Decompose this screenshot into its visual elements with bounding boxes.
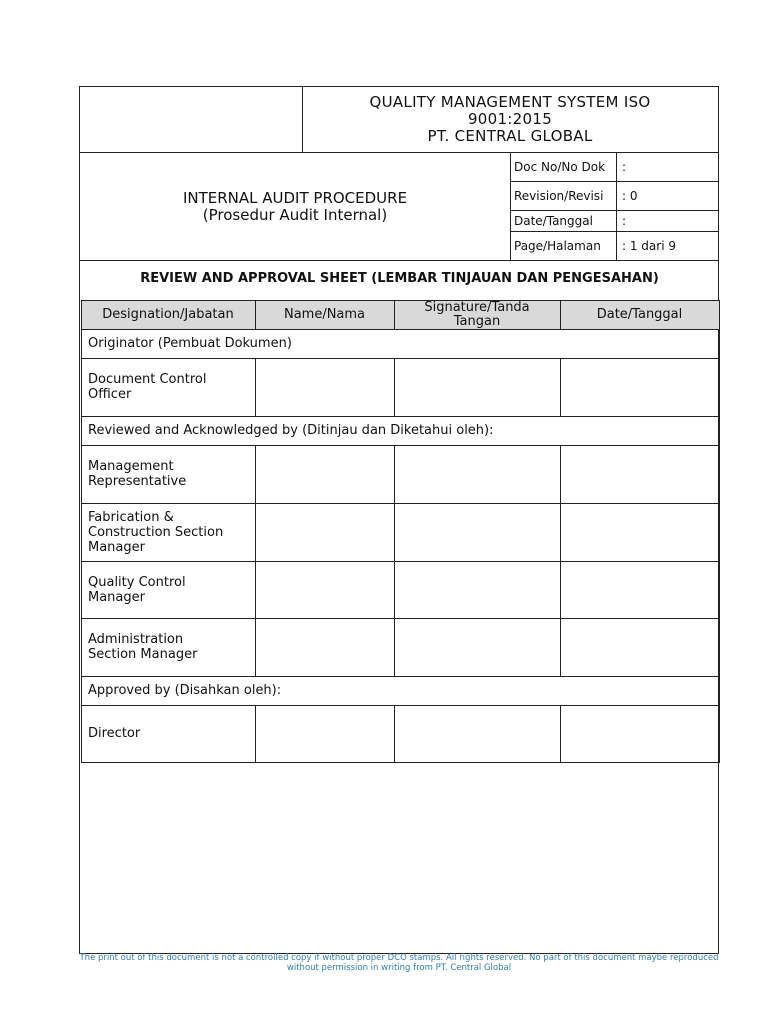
col-signature: Signature/Tanda Tangan (424, 299, 530, 329)
company-name: PT. CENTRAL GLOBAL (427, 127, 593, 145)
page-value: : 1 dari 9 (622, 239, 676, 253)
section-reviewed: Reviewed and Acknowledged by (Ditinjau dan Diketahui oleh): (88, 423, 494, 438)
date-label: Date/Tanggal (514, 214, 593, 228)
section-approved: Approved by (Disahkan oleh): (88, 683, 282, 698)
col-designation: Designation/Jabatan (102, 307, 234, 322)
date-value: : (622, 214, 627, 228)
designation-director: Director (88, 726, 141, 741)
divider (719, 300, 720, 763)
designation-document-control-officer: Document Control Officer (88, 372, 207, 402)
designation-fabrication-manager: Fabrication & Construction Section Manager (88, 509, 224, 555)
divider (560, 705, 561, 763)
divider (81, 300, 82, 763)
divider (560, 358, 561, 416)
system-title: QUALITY MANAGEMENT SYSTEM ISO (369, 93, 651, 111)
divider (81, 762, 719, 763)
divider (255, 358, 256, 416)
doc-no-value: : (622, 160, 627, 174)
divider (255, 705, 256, 763)
divider (616, 152, 617, 260)
designation-quality-control-manager: Quality Control Manager (88, 574, 186, 605)
doc-title: INTERNAL AUDIT PROCEDURE (182, 188, 408, 207)
sheet-title: REVIEW AND APPROVAL SHEET (LEMBAR TINJAUAN DAN PENGESAHAN) (140, 270, 659, 286)
revision-label: Revision/Revisi (514, 189, 604, 203)
divider (394, 358, 395, 416)
section-originator: Originator (Pembuat Dokumen) (88, 336, 292, 351)
system-standard: 9001:2015 (467, 110, 553, 128)
doc-title-alt: (Prosedur Audit Internal) (202, 205, 388, 224)
revision-value: : 0 (622, 189, 638, 203)
divider (510, 152, 511, 260)
divider (394, 445, 395, 676)
approval-table (81, 300, 720, 763)
designation-management-representative: Management Representative (88, 459, 187, 489)
divider (394, 705, 395, 763)
divider (80, 260, 719, 261)
doc-title-block (80, 153, 510, 260)
doc-no-label: Doc No/No Dok (514, 160, 606, 174)
col-date: Date/Tanggal (596, 307, 683, 322)
designation-administration-manager: Administration Section Manager (88, 632, 198, 662)
footer-disclaimer: The print out of this document is not a controlled copy if without proper DCO stamps. All rights reserved. No part of this document maybe reproduced without permission in writing from PT. Central Global (79, 953, 719, 973)
divider (560, 445, 561, 676)
page-label: Page/Halaman (514, 239, 601, 253)
col-name: Name/Nama (283, 307, 366, 322)
system-title-block (302, 88, 718, 151)
divider (255, 445, 256, 676)
